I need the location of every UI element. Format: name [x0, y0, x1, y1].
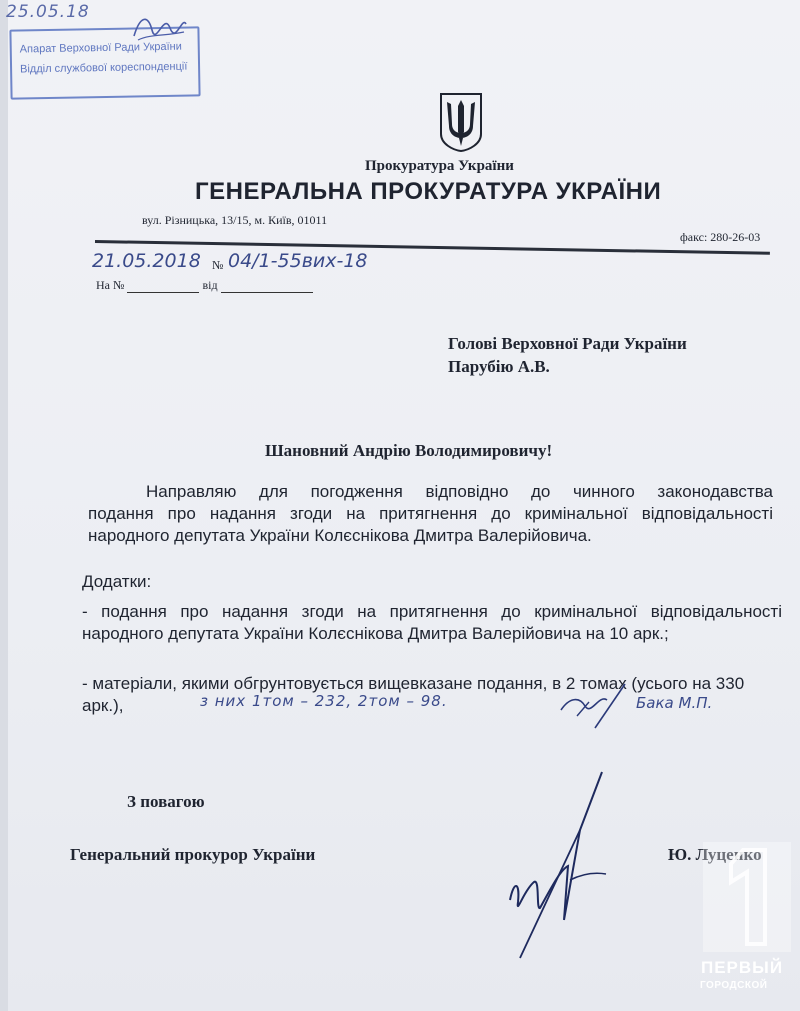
- handwritten-volume-note: з них 1том – 232, 2том – 98.: [200, 692, 448, 710]
- attachments-label: Додатки:: [82, 572, 152, 591]
- salutation: Шановний Андрію Володимировичу!: [265, 441, 553, 460]
- reply-reference-line: [96, 278, 313, 293]
- closing-regards: З повагою: [127, 792, 205, 811]
- watermark-text-line-1: ПЕРВЫЙ: [701, 958, 784, 977]
- addressee-block: [448, 332, 687, 378]
- coat-of-arms-trident-icon: [437, 92, 485, 152]
- handwritten-outgoing-date: 21.05.2018: [92, 250, 201, 272]
- org-address: вул. Різницька, 13/15, м. Київ, 01011: [142, 213, 328, 227]
- org-fax: факс: 280-26-03: [680, 230, 761, 244]
- stamp-line-1: Апарат Верховної Ради України: [19, 40, 182, 56]
- watermark-text-line-2: ГОРОДСКОЙ: [700, 980, 768, 991]
- handwritten-outgoing-number: 04/1-55вих-18: [228, 250, 368, 272]
- body-paragraph: [88, 481, 773, 547]
- reply-number-blank: [127, 280, 199, 293]
- reply-number-label: На №: [96, 278, 125, 292]
- addressee-name: Парубію А.В.: [448, 357, 550, 376]
- body-line-1: Направляю для погодження відповідно до чинного законодавства: [146, 482, 773, 501]
- handwritten-signer-name: Бака М.П.: [636, 694, 713, 712]
- stamp-initials-scribble: [130, 6, 190, 46]
- stamp-line-2: Відділ службової кореспонденції: [19, 60, 188, 76]
- org-subtitle: Прокуратура України: [365, 158, 514, 174]
- watermark-logo: [703, 842, 791, 952]
- reply-date-blank: [221, 280, 313, 293]
- number-label: №: [212, 258, 224, 272]
- handwritten-signature: [490, 770, 610, 960]
- handwritten-received-date: 25.05.18: [6, 2, 90, 22]
- attachment-item-2: - матеріали, якими обгрунтовується вищевказане подання, в 2 томах (усього на 330 арк.),: [82, 674, 745, 715]
- reply-from-label: від: [202, 278, 218, 292]
- org-title: ГЕНЕРАЛЬНА ПРОКУРАТУРА УКРАЇНИ: [195, 178, 662, 205]
- signer-name: Ю. Луценко: [668, 845, 762, 864]
- body-line-3: народного депутата України Колєснікова Дмитра Валерійовича.: [88, 526, 592, 545]
- addressee-title: Голові Верховної Ради України: [448, 334, 687, 353]
- initials-scribble: [555, 680, 635, 730]
- watermark-numeral-one-icon: [703, 842, 791, 952]
- signer-position: Генеральний прокурор України: [70, 845, 316, 864]
- attachment-item-1: - подання про надання згоди на притягнення до кримінальної відповідальності народного депутата України Колєснікова Дмитра Валерійовича на 10 арк.;: [82, 602, 782, 643]
- body-line-2: подання про надання згоди на притягнення до кримінальної відповідальності: [88, 504, 773, 523]
